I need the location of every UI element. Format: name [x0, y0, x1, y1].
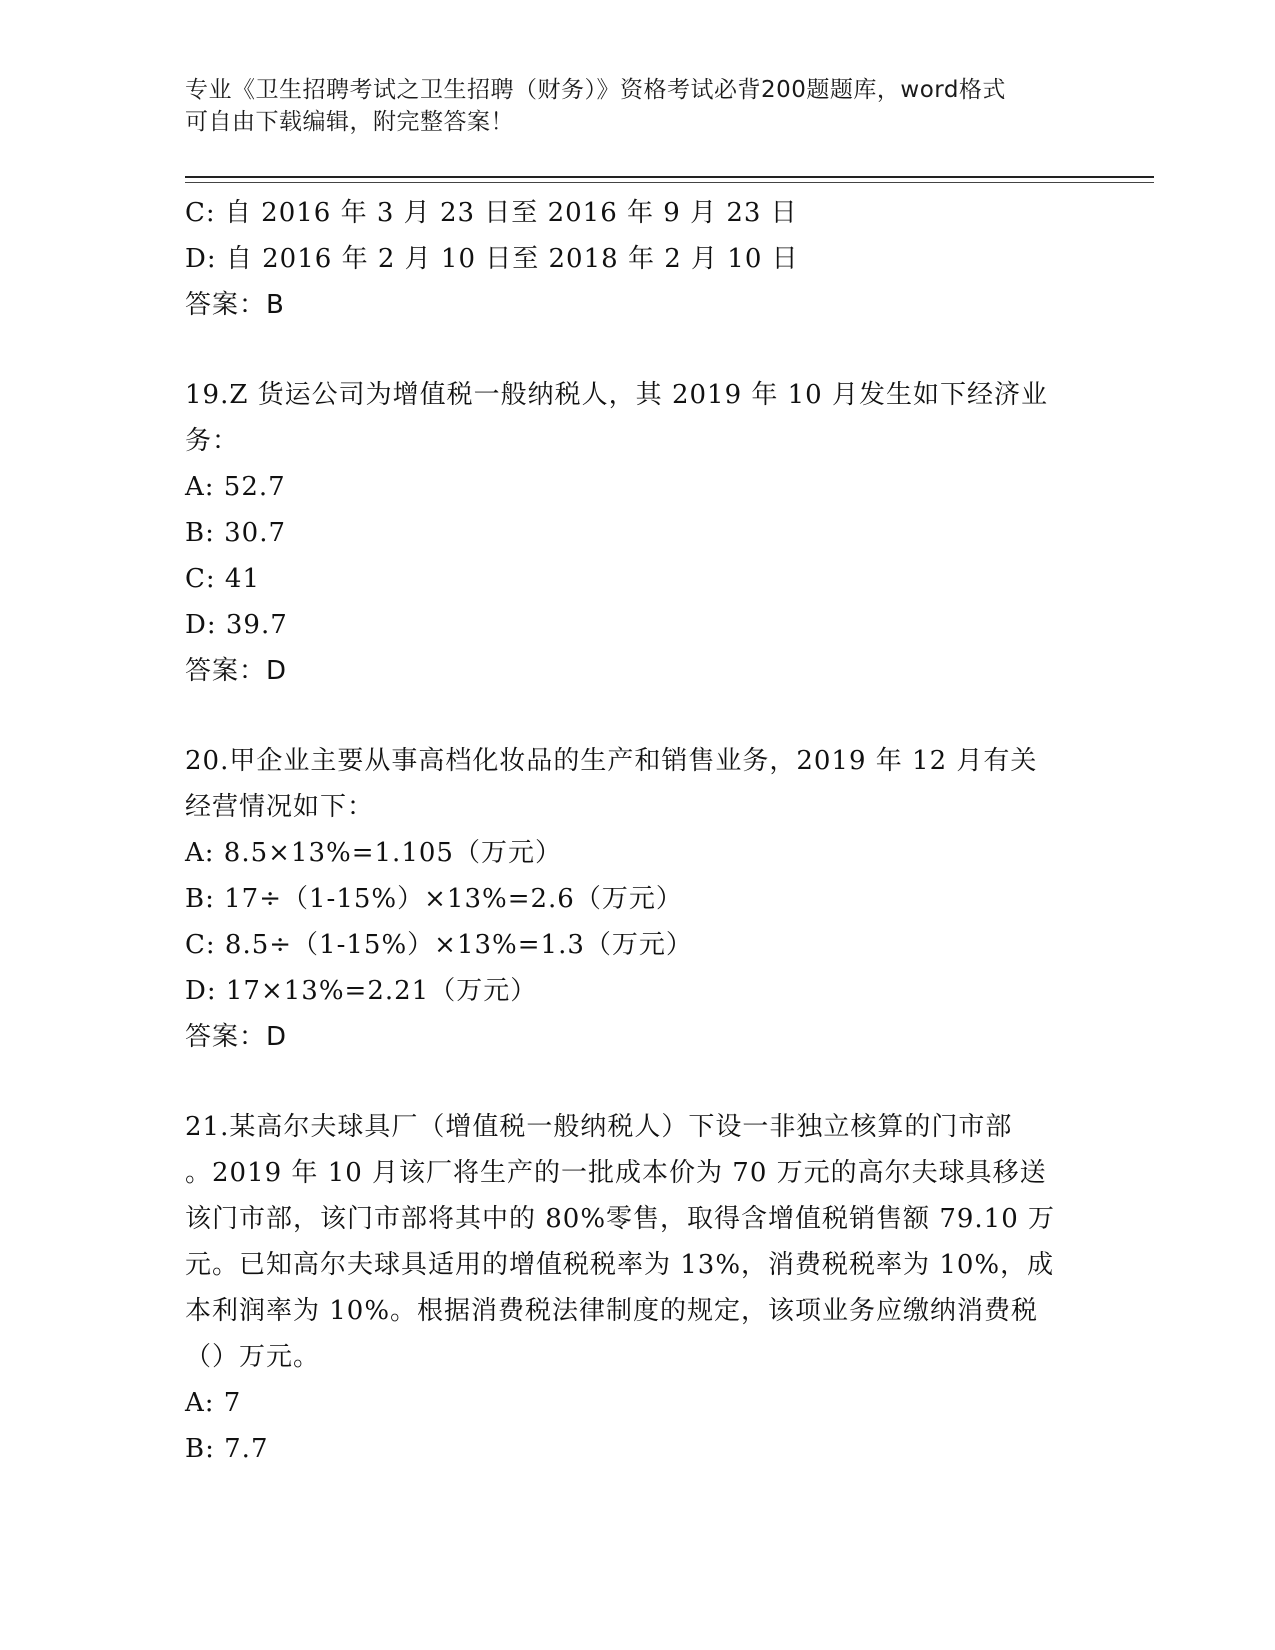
q21-stem-line-6: （）万元。: [185, 1342, 321, 1372]
q20-stem-line-2: 经营情况如下：: [185, 792, 375, 822]
q19-stem-line-2: 务：: [185, 426, 240, 456]
q21-stem-line-5: 本利润率为 10%。根据消费税法律制度的规定，该项业务应缴纳消费税: [185, 1296, 1039, 1326]
q18-option-c: C: 自 2016 年 3 月 23 日至 2016 年 9 月 23 日: [185, 198, 798, 228]
document-body: [185, 190, 1085, 1472]
header-title-line-2: 可自由下载编辑，附完整答案！: [185, 109, 514, 135]
q20-answer: 答案：D: [185, 1022, 288, 1052]
q20-stem-line-1: 20.甲企业主要从事高档化妆品的生产和销售业务，2019 年 12 月有关: [185, 746, 1038, 776]
q19-stem-line-1: 19.Z 货运公司为增值税一般纳税人，其 2019 年 10 月发生如下经济业: [185, 380, 1048, 410]
header-rule-thick: [185, 176, 1154, 178]
q19-answer: 答案：D: [185, 656, 288, 686]
spacer: [185, 694, 1085, 738]
q19-option-a: A: 52.7: [185, 472, 286, 502]
q21-stem-line-2: 。2019 年 10 月该厂将生产的一批成本价为 70 万元的高尔夫球具移送: [185, 1158, 1047, 1188]
q21-stem-line-1: 21.某高尔夫球具厂（增值税一般纳税人）下设一非独立核算的门市部: [185, 1112, 1013, 1142]
q19-option-d: D: 39.7: [185, 610, 288, 640]
q20-option-d: D: 17×13%=2.21（万元）: [185, 976, 538, 1006]
q20-option-a: A: 8.5×13%=1.105（万元）: [185, 838, 562, 868]
q21-option-a: A: 7: [185, 1388, 242, 1418]
q18-option-d: D: 自 2016 年 2 月 10 日至 2018 年 2 月 10 日: [185, 244, 799, 274]
q20-option-c: C: 8.5÷（1-15%）×13%=1.3（万元）: [185, 930, 693, 960]
question-19: [185, 372, 1085, 694]
q19-option-b: B: 30.7: [185, 518, 287, 548]
q20-option-b: B: 17÷（1-15%）×13%=2.6（万元）: [185, 884, 683, 914]
q21-stem-line-3: 该门市部，该门市部将其中的 80%零售，取得含增值税销售额 79.10 万: [185, 1204, 1056, 1234]
q19-option-c: C: 41: [185, 564, 261, 594]
document-header: [185, 74, 1085, 138]
spacer: [185, 328, 1085, 372]
question-20: [185, 738, 1085, 1060]
header-rule-thin: [185, 182, 1154, 183]
q18-answer: 答案：B: [185, 290, 285, 320]
q21-stem-line-4: 元。已知高尔夫球具适用的增值税税率为 13%，消费税税率为 10%，成: [185, 1250, 1055, 1280]
question-18-tail: [185, 190, 1085, 328]
header-title-line-1: 专业《卫生招聘考试之卫生招聘（财务）》资格考试必背200题题库，word格式: [185, 77, 1006, 103]
spacer: [185, 1060, 1085, 1104]
q21-option-b: B: 7.7: [185, 1434, 269, 1464]
question-21: [185, 1104, 1085, 1472]
